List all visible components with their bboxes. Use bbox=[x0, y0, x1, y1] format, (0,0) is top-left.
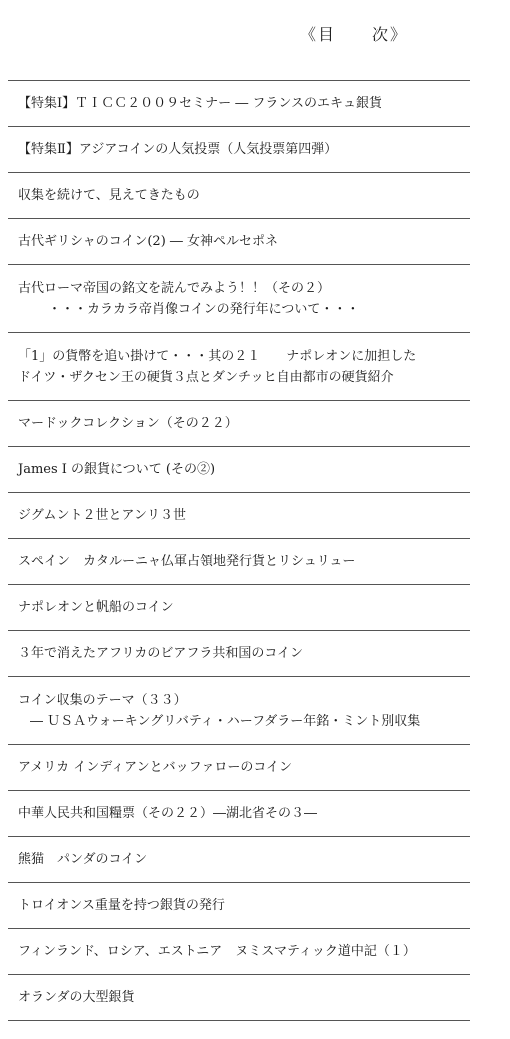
toc-entry bbox=[8, 81, 470, 127]
toc-entry-text: 「1」の貨幣を追い掛けて・・・其の２１ ナポレオンに加担した bbox=[18, 348, 417, 364]
toc-entry bbox=[8, 333, 470, 401]
toc-entry-text: ナポレオンと帆船のコイン bbox=[18, 600, 174, 615]
toc-entry bbox=[8, 883, 470, 929]
toc-entry bbox=[8, 219, 470, 265]
toc-entry bbox=[8, 837, 470, 883]
toc-entry-text: 古代ギリシャのコイン(2) ― 女神ペルセポネ bbox=[18, 234, 279, 249]
toc-entry bbox=[8, 493, 470, 539]
toc-entry bbox=[8, 447, 470, 493]
toc-entry-text: 古代ローマ帝国の銘文を読んでみよう！！（その２） bbox=[18, 280, 331, 296]
toc-entry-text: 熊猫 パンダのコイン bbox=[18, 852, 148, 867]
page-title: 《目 次》 bbox=[300, 25, 409, 44]
toc-entry bbox=[8, 929, 470, 975]
toc-entry bbox=[8, 127, 470, 173]
toc-entry-text: 【特集Ⅰ】ＴＩＣＣ２００９セミナー ― フランスのエキュ銀貨 bbox=[18, 96, 383, 111]
toc-entry bbox=[8, 631, 470, 677]
toc-entry-text: James I の銀貨について (その②) bbox=[18, 462, 216, 477]
toc-entry-text: オランダの大型銀貨 bbox=[18, 990, 135, 1005]
table-of-contents bbox=[8, 80, 470, 1021]
toc-entry-text: フィンランド、ロシア、エストニア ヌミスマティック道中記（１） bbox=[18, 944, 416, 959]
toc-entry bbox=[8, 745, 470, 791]
toc-entry bbox=[8, 975, 470, 1021]
toc-entry bbox=[8, 401, 470, 447]
toc-entry-text: トロイオンス重量を持つ銀貨の発行 bbox=[18, 898, 225, 913]
toc-entry-subtitle: ・・・カラカラ帝肖像コインの発行年について・・・ bbox=[48, 301, 360, 317]
toc-entry bbox=[8, 677, 470, 745]
toc-entry bbox=[8, 265, 470, 333]
toc-entry-text: 【特集Ⅱ】アジアコインの人気投票（人気投票第四弾） bbox=[18, 142, 338, 157]
toc-entry-subtitle: ドイツ・ザクセン王の硬貨３点とダンチッヒ自由都市の硬貨紹介 bbox=[18, 369, 394, 385]
toc-entry bbox=[8, 539, 470, 585]
toc-entry-text: ジグムント２世とアンリ３世 bbox=[18, 508, 186, 523]
toc-entry-text: コイン収集のテーマ（３３） bbox=[18, 692, 187, 708]
toc-entry-text: ３年で消えたアフリカのビアフラ共和国のコイン bbox=[18, 646, 303, 661]
toc-entry bbox=[8, 585, 470, 631]
toc-entry bbox=[8, 173, 470, 219]
toc-entry-text: 中華人民共和国糧票（その２２）―湖北省その３― bbox=[18, 806, 318, 821]
toc-entry-text: アメリカ インディアンとバッファローのコイン bbox=[18, 760, 293, 775]
toc-entry-subtitle: ― ＵＳＡウォーキングリバティ・ハーフダラー年銘・ミント別収集 bbox=[30, 713, 421, 729]
toc-entry-text: 収集を続けて、見えてきたもの bbox=[18, 188, 200, 203]
toc-entry-text: スペイン カタルーニャ仏軍占領地発行貨とリシュリュー bbox=[18, 554, 356, 569]
toc-entry-text: マードックコレクション（その２２） bbox=[18, 416, 238, 431]
toc-entry bbox=[8, 791, 470, 837]
